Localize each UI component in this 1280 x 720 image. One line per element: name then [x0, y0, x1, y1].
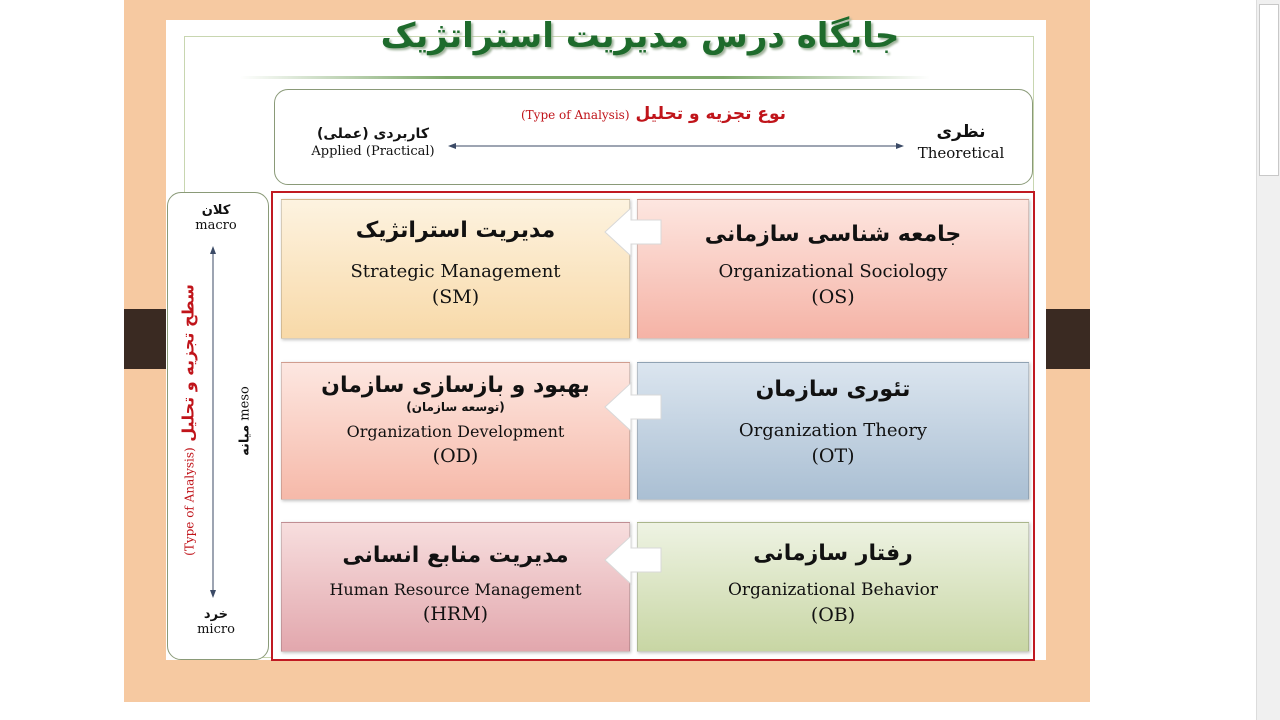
cell-sm-fa: مدیریت استراتژیک — [355, 218, 556, 243]
meso-label-en: meso — [237, 386, 253, 421]
cell-ot-abbr: (OT) — [811, 445, 855, 467]
cell-organization-theory — [637, 362, 1029, 500]
applied-label-fa: کاربردی (عملی) — [317, 126, 429, 142]
cell-ob-abbr: (OB) — [810, 604, 856, 626]
arrow-left-icon — [603, 206, 663, 258]
viewer-bottom-area — [0, 702, 1256, 720]
cell-organizational-sociology — [637, 199, 1029, 339]
cell-ot-en: Organization Theory — [738, 420, 928, 441]
cell-ob-fa: رفتار سازمانی — [753, 541, 913, 566]
analysis-type-box — [274, 89, 1033, 185]
double-arrow-horizontal-icon — [448, 143, 904, 149]
cell-ob-en: Organizational Behavior — [727, 580, 939, 600]
theoretical-label-en: Theoretical — [917, 144, 1005, 162]
cell-os-en: Organizational Sociology — [718, 261, 948, 282]
cell-ot-fa: تئوری سازمان — [755, 377, 911, 402]
macro-label-en: macro — [195, 218, 237, 233]
title-underline — [240, 76, 930, 79]
left-dark-band — [124, 309, 168, 369]
cell-od-fa: بهبود و بازسازی سازمان — [321, 373, 590, 398]
cell-hrm-fa: مدیریت منابع انسانی — [342, 543, 569, 568]
analysis-type-title-fa: نوع تجزیه و تحلیل — [635, 104, 787, 124]
cell-sm-en: Strategic Management — [350, 261, 561, 282]
macro-label — [168, 203, 264, 233]
micro-label — [168, 607, 264, 637]
cell-od-abbr: (OD) — [432, 445, 479, 467]
scrollbar-thumb[interactable] — [1259, 4, 1279, 176]
macro-label-fa: کلان — [201, 203, 231, 218]
analysis-type-title-en: (Type of Analysis) — [520, 108, 630, 122]
analysis-type-title — [275, 104, 1032, 124]
cell-human-resource-management — [281, 522, 630, 652]
micro-label-en: micro — [197, 622, 235, 637]
slide-title: جایگاه درس مدیریت استراتژیک — [380, 16, 900, 56]
double-arrow-vertical-icon — [208, 246, 218, 598]
cell-strategic-management — [281, 199, 630, 339]
applied-label — [293, 126, 453, 159]
cell-organization-development — [281, 362, 630, 500]
cell-od-fa-sub: (توسعه سازمان) — [406, 400, 505, 414]
cell-sm-abbr: (SM) — [431, 286, 480, 308]
theoretical-label-fa: نظری — [936, 122, 986, 142]
theoretical-label — [906, 122, 1016, 162]
cell-hrm-en: Human Resource Management — [329, 580, 582, 599]
cell-organizational-behavior — [637, 522, 1029, 652]
analysis-level-title-en: (Type of Analysis) — [182, 447, 197, 556]
cell-hrm-abbr: (HRM) — [422, 603, 489, 625]
applied-label-en: Applied (Practical) — [311, 144, 435, 159]
meso-label-fa: میانه — [237, 424, 253, 456]
analysis-level-title-fa: سطح تجزیه و تحلیل — [178, 284, 198, 442]
cell-os-abbr: (OS) — [811, 286, 855, 308]
micro-label-fa: خرد — [203, 607, 229, 622]
cell-od-en: Organization Development — [346, 422, 565, 441]
arrow-left-icon — [603, 534, 663, 586]
arrow-left-icon — [603, 381, 663, 433]
cell-os-fa: جامعه شناسی سازمانی — [704, 222, 962, 247]
